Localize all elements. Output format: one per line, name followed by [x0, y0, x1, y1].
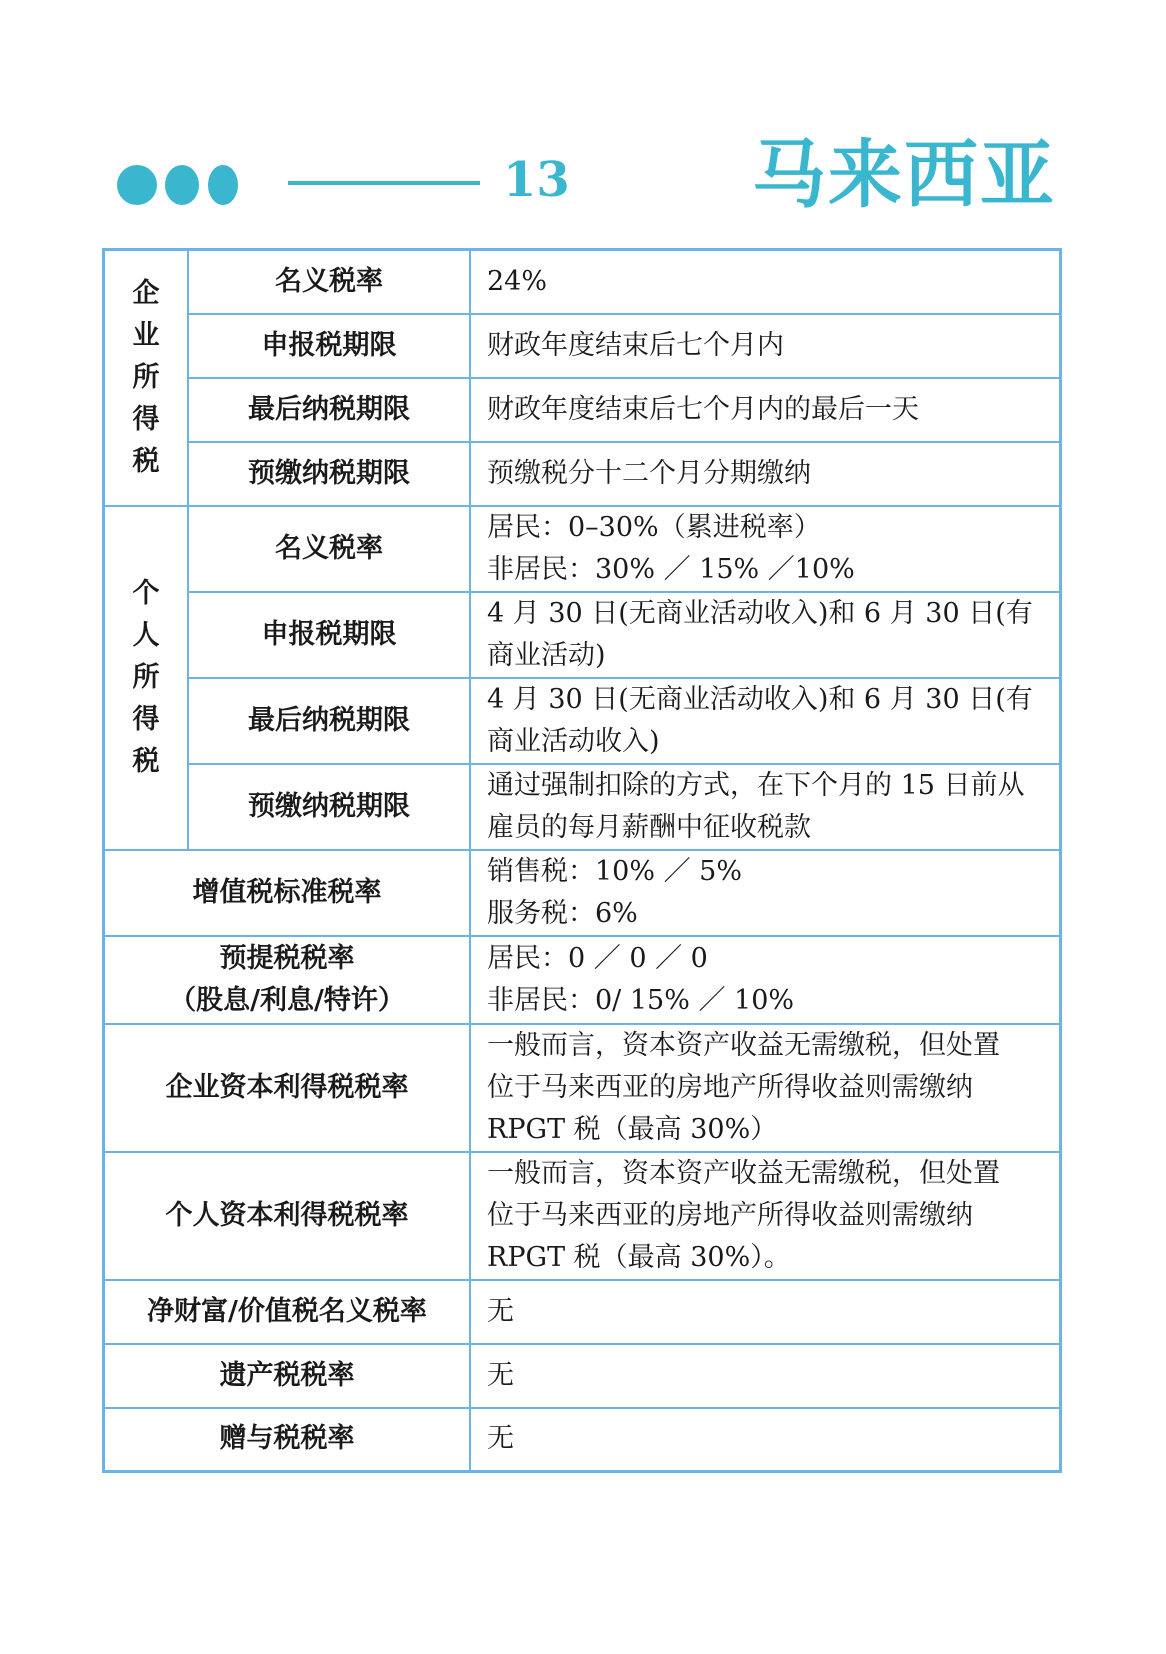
row-value: 24%: [470, 250, 1061, 314]
table-row: [104, 936, 1061, 1024]
row-label: 赠与税税率: [104, 1408, 471, 1472]
group-label-corporate: 企业所得税: [104, 250, 189, 506]
row-value: 一般而言，资本资产收益无需缴税，但处置 位于马来西亚的房地产所得收益则需缴纳 RPGT 税（最高 30%）。: [470, 1152, 1061, 1280]
row-label: 名义税率: [188, 250, 470, 314]
table-row: [104, 1408, 1061, 1472]
table-row: [104, 678, 1061, 764]
row-value: 无: [470, 1280, 1061, 1344]
row-label: 预缴纳税期限: [188, 442, 470, 506]
row-value: 4 月 30 日(无商业活动收入)和 6 月 30 日(有 商业活动): [470, 592, 1061, 678]
row-label: 预缴纳税期限: [188, 764, 470, 850]
table-row: [104, 1024, 1061, 1152]
row-label: 预提税税率 （股息/利息/特许）: [104, 936, 471, 1024]
page-number: 13: [503, 152, 570, 208]
circle-decoration-icon: [208, 165, 238, 205]
table-row: [104, 592, 1061, 678]
tax-table: [102, 248, 1062, 1473]
circle-decoration-icon: [117, 165, 157, 205]
row-label: 最后纳税期限: [188, 378, 470, 442]
row-label: 个人资本利得税税率: [104, 1152, 471, 1280]
row-label: 名义税率: [188, 506, 470, 592]
row-label: 最后纳税期限: [188, 678, 470, 764]
table-row: [104, 442, 1061, 506]
row-label: 遗产税税率: [104, 1344, 471, 1408]
row-value: 财政年度结束后七个月内的最后一天: [470, 378, 1061, 442]
table-row: [104, 764, 1061, 850]
row-value: 无: [470, 1408, 1061, 1472]
table-row: [104, 1344, 1061, 1408]
row-value: 居民：0–30%（累进税率） 非居民：30% ／ 15% ／10%: [470, 506, 1061, 592]
row-value: 居民：0 ／ 0 ／ 0 非居民：0/ 15% ／ 10%: [470, 936, 1061, 1024]
row-value: 一般而言，资本资产收益无需缴税，但处置 位于马来西亚的房地产所得收益则需缴纳 RPGT 税（最高 30%）: [470, 1024, 1061, 1152]
group-label-individual: 个人所得税: [104, 506, 189, 850]
table-row: [104, 506, 1061, 592]
row-value: 财政年度结束后七个月内: [470, 314, 1061, 378]
row-label: 企业资本利得税税率: [104, 1024, 471, 1152]
row-value: 4 月 30 日(无商业活动收入)和 6 月 30 日(有 商业活动收入): [470, 678, 1061, 764]
table-row: [104, 1152, 1061, 1280]
row-value: 无: [470, 1344, 1061, 1408]
row-label: 申报税期限: [188, 592, 470, 678]
table-row: [104, 1280, 1061, 1344]
row-value: 预缴税分十二个月分期缴纳: [470, 442, 1061, 506]
table-row: [104, 850, 1061, 936]
row-value: 通过强制扣除的方式，在下个月的 15 日前从 雇员的每月薪酬中征收税款: [470, 764, 1061, 850]
table-row: [104, 250, 1061, 314]
row-label: 申报税期限: [188, 314, 470, 378]
page-title: 马来西亚: [752, 132, 1056, 218]
circle-decoration-icon: [165, 165, 199, 205]
table-row: [104, 314, 1061, 378]
row-label: 增值税标准税率: [104, 850, 471, 936]
header-divider: [288, 181, 480, 185]
table-row: [104, 378, 1061, 442]
row-value: 销售税：10% ／ 5% 服务税：6%: [470, 850, 1061, 936]
row-label: 净财富/价值税名义税率: [104, 1280, 471, 1344]
page-header: [0, 0, 1166, 240]
